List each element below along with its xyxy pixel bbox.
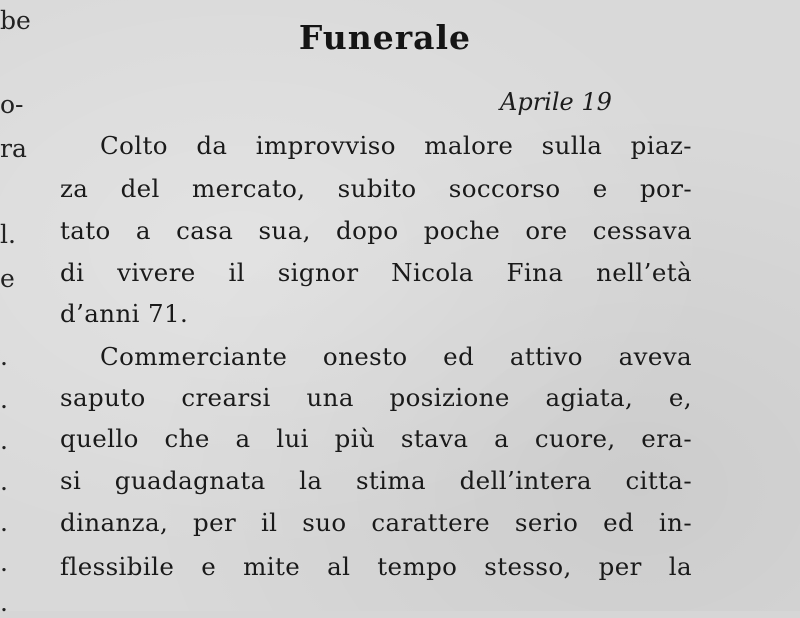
adjacent-column-fragment (0, 0, 31, 617)
fragment-line: e (0, 264, 15, 293)
article-line: flessibile e mite al tempo stesso, per la (60, 552, 692, 581)
fragment-line: . (0, 467, 8, 496)
fragment-line: l. (0, 220, 16, 249)
article-line: di vivere il signor Nicola Fina nell’età (60, 258, 692, 287)
fragment-line: o- (0, 90, 24, 119)
article-line: dinanza, per il suo carattere serio ed in- (60, 508, 692, 537)
fragment-line: . (0, 342, 8, 371)
fragment-line: be (0, 6, 31, 35)
article-line: za del mercato, subito soccorso e por- (60, 174, 692, 203)
fragment-line: . (0, 588, 8, 617)
article-line: saputo crearsi una posizione agiata, e, (60, 383, 692, 412)
fragment-line: . (0, 385, 8, 414)
fragment-line: ra (0, 134, 27, 163)
article-line: quello che a lui più stava a cuore, era- (60, 424, 692, 453)
article-date: Aprile 19 (500, 88, 612, 116)
article-title: Funerale (298, 18, 472, 57)
fragment-line: . (0, 548, 8, 577)
article-line: si guadagnata la stima dell’intera citta- (60, 466, 692, 495)
article-line: tato a casa sua, dopo poche ore cessava (60, 216, 692, 245)
article-line: Colto da improvviso malore sulla piaz- (100, 131, 692, 160)
fragment-line: . (0, 508, 8, 537)
article-line: d’anni 71. (60, 299, 189, 328)
fragment-line: . (0, 426, 8, 455)
article-line: Commerciante onesto ed attivo aveva (100, 342, 692, 371)
